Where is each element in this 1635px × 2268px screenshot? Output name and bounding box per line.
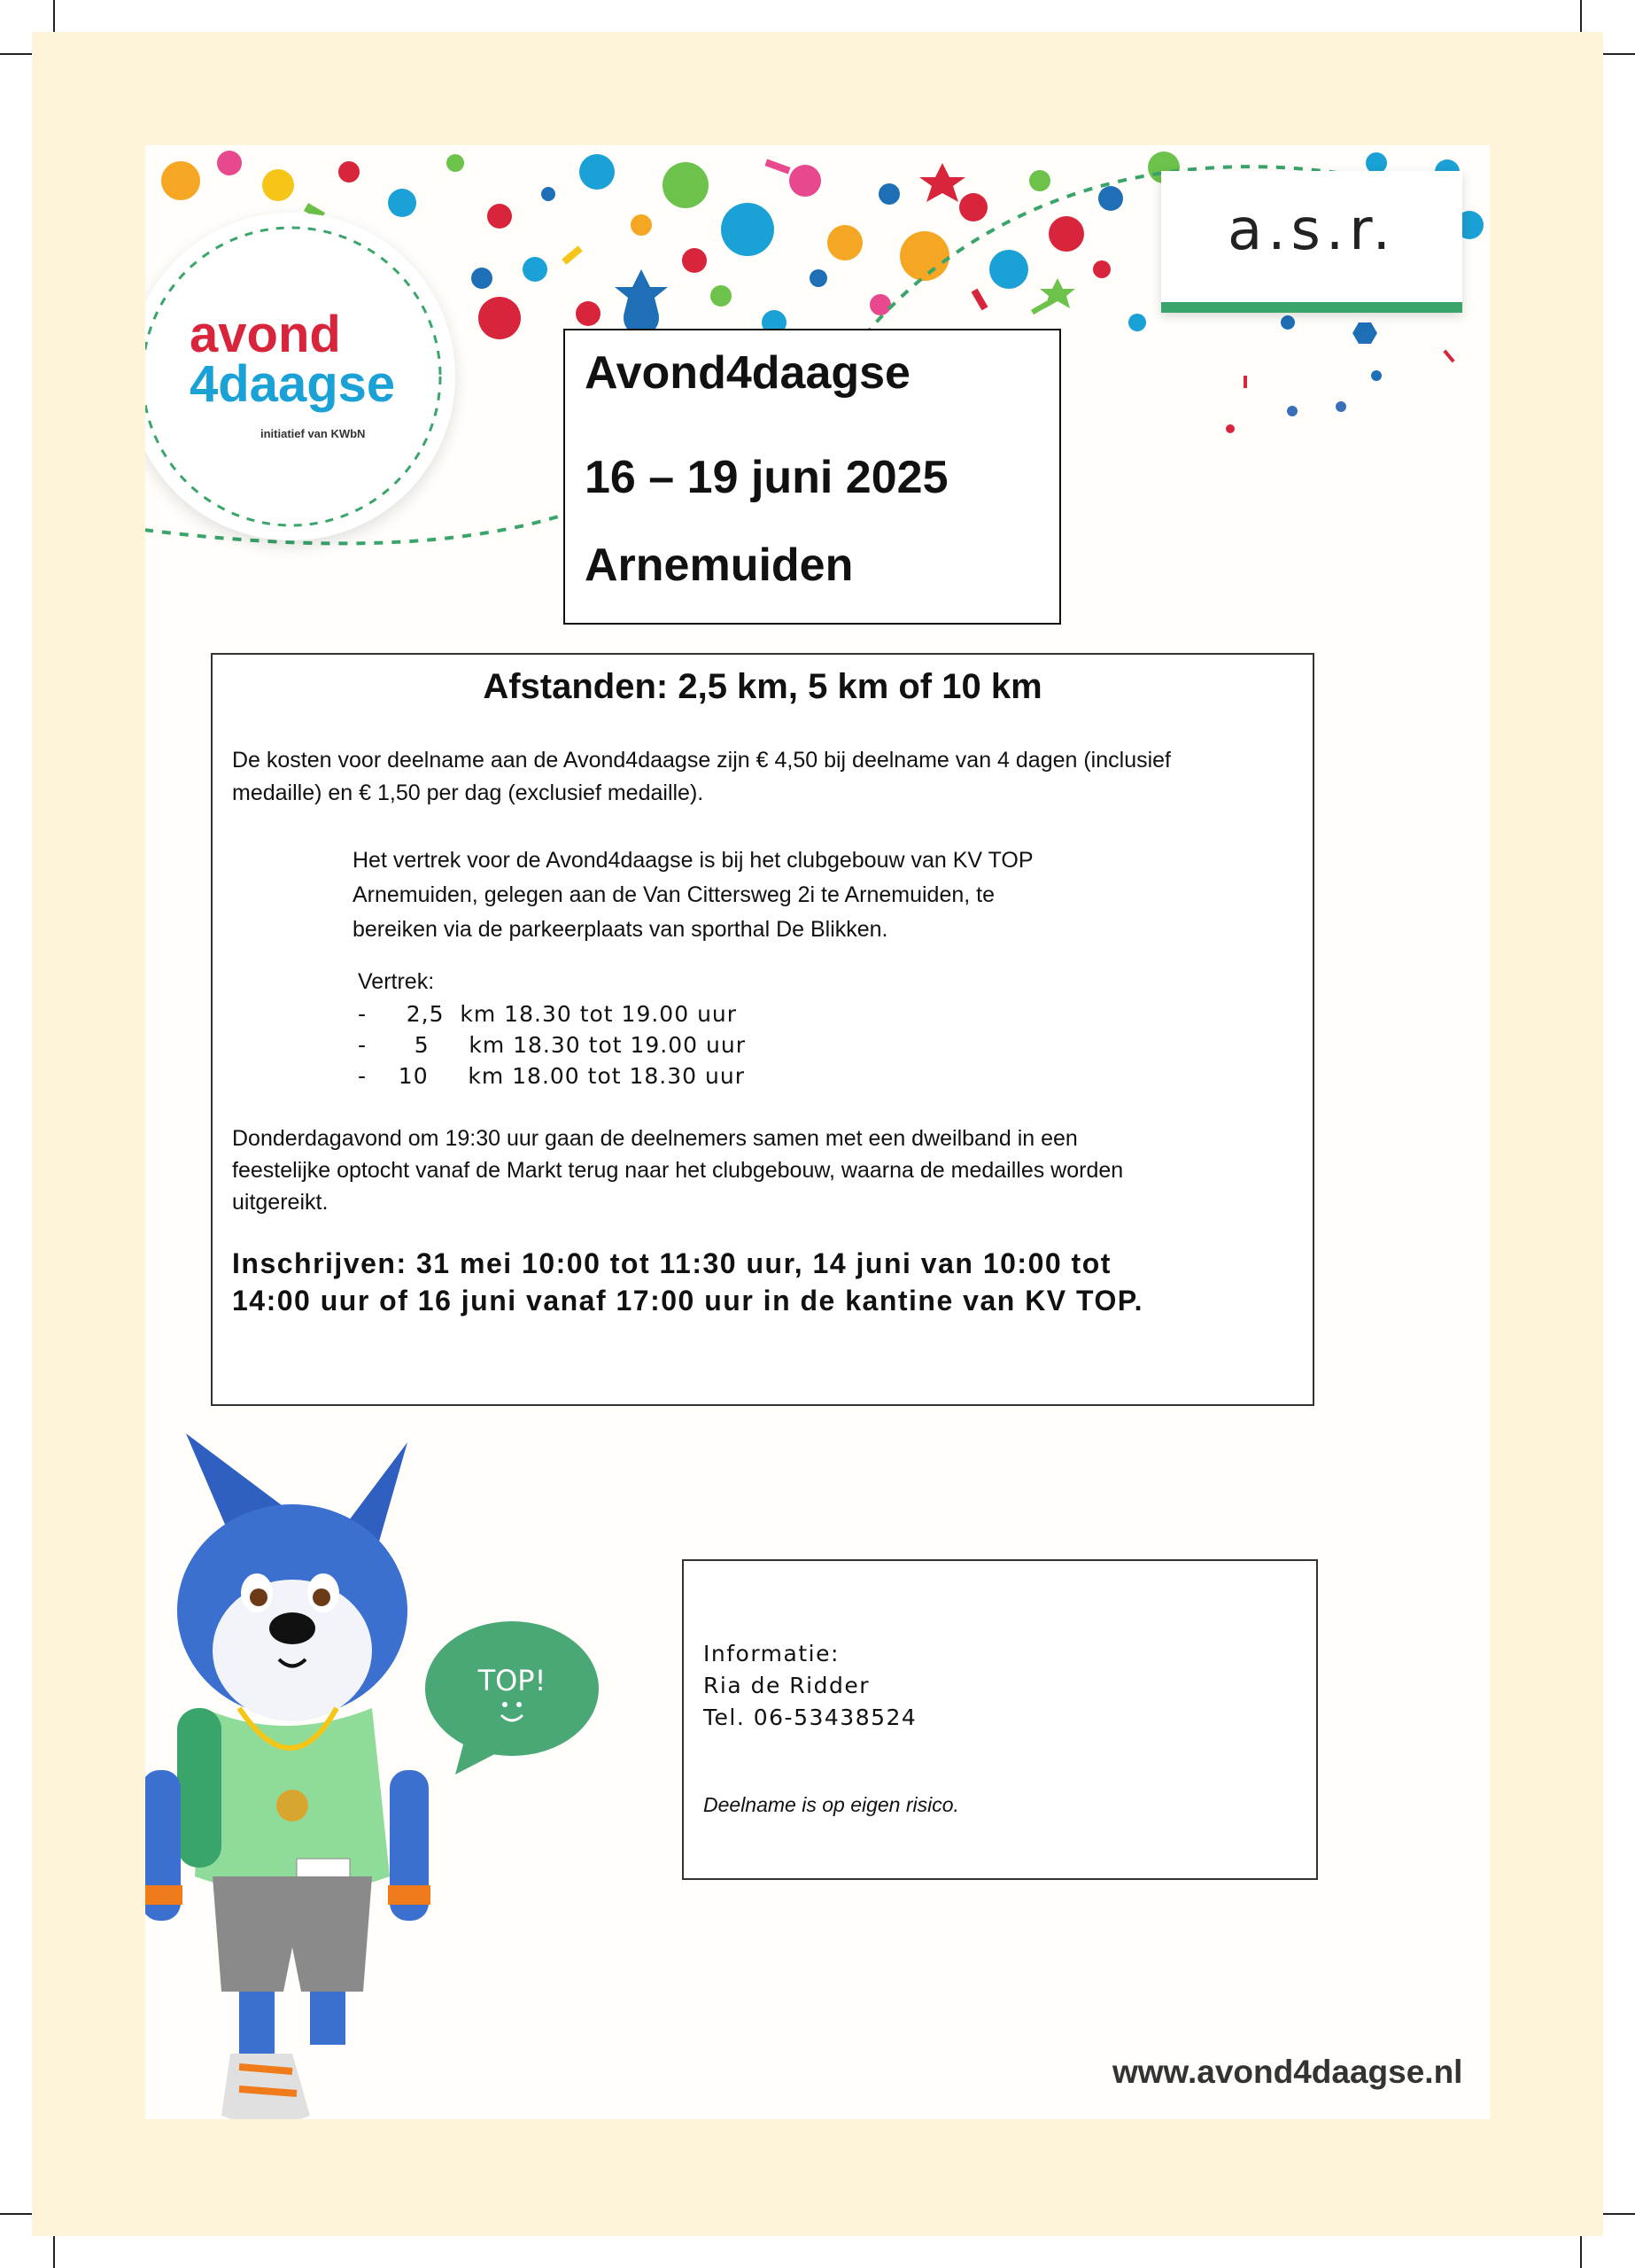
flyer-page <box>145 145 1490 2119</box>
event-dates: 16 – 19 juni 2025 <box>585 452 949 503</box>
sponsor-name: a.s.r. <box>1227 198 1397 263</box>
crop-mark <box>1600 2213 1635 2215</box>
info-phone: Tel. 06-53438524 <box>703 1705 918 1730</box>
departure-row: - 5 km 18.30 tot 19.00 uur <box>358 1032 746 1058</box>
signup-text <box>232 1245 1295 1319</box>
fox-mascot-illustration <box>145 1416 461 2119</box>
cost-text-2: medaille) en € 1,50 per dag (exclusief medaille). <box>232 781 704 805</box>
bubble-text: TOP! <box>477 1664 546 1697</box>
start-text-1: Het vertrek voor de Avond4daagse is bij het clubgebouw van KV TOP <box>353 848 1034 873</box>
start-text-3: bereiken via de parkeerplaats van sporthal De Blikken. <box>353 917 888 942</box>
departure-label: Vertrek: <box>358 969 435 994</box>
start-text-2: Arnemuiden, gelegen aan de Van Cittersweg 2i te Arnemuiden, te <box>353 882 995 907</box>
info-label: Informatie: <box>703 1641 840 1666</box>
crop-mark <box>53 2233 55 2268</box>
logo-subtitle: initiatief van KWbN <box>260 427 366 440</box>
crop-mark <box>1580 2233 1582 2268</box>
event-logo <box>145 213 455 540</box>
distances-heading: Afstanden: 2,5 km, 5 km of 10 km <box>483 667 1042 706</box>
event-name: Avond4daagse <box>585 347 910 399</box>
crop-mark <box>53 0 55 35</box>
signup-line-2: 14:00 uur of 16 juni vanaf 17:00 uur in de kantine van KV TOP. <box>232 1285 1143 1317</box>
info-box <box>682 1559 1318 1880</box>
crop-mark <box>0 2213 35 2215</box>
signup-line-1: Inschrijven: 31 mei 10:00 tot 11:30 uur, 14 juni van 10:00 tot <box>232 1247 1112 1279</box>
crop-mark <box>1600 53 1635 55</box>
risk-disclaimer: Deelname is op eigen risico. <box>703 1793 959 1816</box>
details-box <box>211 653 1314 1406</box>
crop-mark <box>1580 0 1582 35</box>
logo-line-2: 4daagse <box>190 355 396 413</box>
logo-line-1: avond <box>190 306 341 363</box>
departure-row: - 10 km 18.00 tot 18.30 uur <box>358 1063 745 1089</box>
event-title-box <box>563 329 1061 625</box>
sponsor-bar <box>1161 302 1462 313</box>
speech-bubble <box>422 1619 599 1775</box>
event-location: Arnemuiden <box>585 540 854 591</box>
thursday-text-2: feestelijke optocht vanaf de Markt terug naar het clubgebouw, waarna de medailles worden <box>232 1158 1124 1183</box>
crop-mark <box>0 53 35 55</box>
departure-row: - 2,5 km 18.30 tot 19.00 uur <box>358 1001 738 1027</box>
info-contact: Ria de Ridder <box>703 1673 870 1698</box>
thursday-text-1: Donderdagavond om 19:30 uur gaan de deelnemers samen met een dweilband in een <box>232 1126 1078 1151</box>
thursday-text-3: uitgereikt. <box>232 1190 329 1215</box>
sponsor-logo <box>1161 171 1462 313</box>
website-link[interactable]: www.avond4daagse.nl <box>1112 2054 1463 2090</box>
cost-text-1: De kosten voor deelname aan de Avond4daagse zijn € 4,50 bij deelname van 4 dagen (inclusief <box>232 748 1171 773</box>
